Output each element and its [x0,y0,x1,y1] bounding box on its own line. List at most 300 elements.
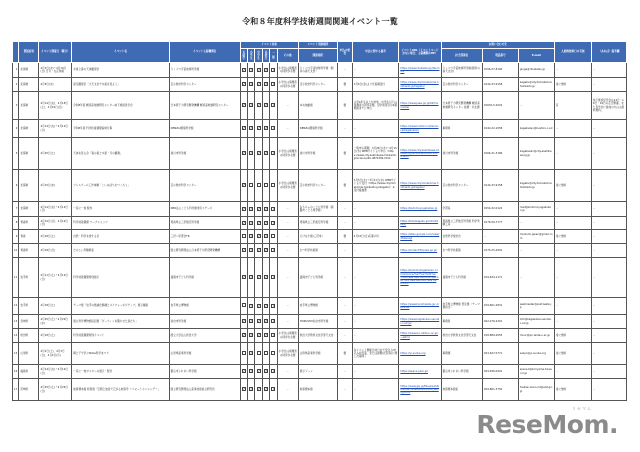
checked-box-icon: ✓ [264,303,268,308]
prefecture-cell: 北海道 [19,138,39,170]
event-url-link[interactable]: https://www.rikubetsu.jp/tenmon/ [399,63,441,78]
checked-box-icon: ✓ [257,369,261,374]
remarks-cell: － [591,63,626,78]
venue-cell: りくべつ宇宙地球科学館（銀河の森天文台） [298,63,337,78]
contact-dept-cell: 秋田大学教育文化学部天文台 [441,329,482,343]
target-checkbox-cell [270,329,277,343]
checked-box-icon: ✓ [250,351,254,356]
checked-box-icon: ✓ [264,248,268,253]
table-row [13,170,627,202]
date-cell: 4月14日(火)～4月19日(日) [39,365,72,379]
target-other-cell: － [277,120,298,138]
target-other-cell: － [277,315,298,329]
target-checkbox-cell [270,202,277,217]
checked-box-icon: ✓ [272,220,276,225]
contact-dept-cell: 郡山市ふれあい科学館 [441,365,482,379]
table-row [13,315,627,329]
contact-tel-cell: 023-647-0771 [482,343,518,365]
date-cell: 4月14日(火)～4月19日(日) [39,120,72,138]
target-checkbox-cell [270,315,277,329]
event-name-cell: 科学技術週間特別展示 [72,258,169,298]
target-other-cell: 小学生は保護者の同伴が必要 [277,63,298,78]
col-apply-note: 申込に関する備考 [352,42,399,63]
table-row [13,230,627,244]
table-row [13,244,627,258]
event-url-link[interactable]: https://kokukagaku.jp/info/10695/ [399,217,441,230]
checked-box-icon: ✓ [250,275,254,280]
apply-note-cell: 3月5日(木)～3月11日(水) WEBサイトより受付（https://www.city.tomakomai.hokkaido.jp/kagaku/）※受付後抽選 [352,170,399,202]
organizer-cell: 旭川市科学館 [169,138,240,170]
event-url-link[interactable]: https://www.jaea.go.jp/04/horonobe/ [399,92,441,120]
table-row [13,329,627,343]
venue-cell: 盛岡市子ども科学館 [298,258,337,298]
target-checkbox-cell [240,298,247,315]
unchecked-box-icon [257,351,261,355]
table-row [13,379,627,401]
apply-note-cell: － [352,315,399,329]
row-number: 14 [13,329,19,343]
checked-box-icon: ✓ [264,220,268,225]
free-admission-cell: － [554,244,591,258]
checked-box-icon: ✓ [272,319,276,324]
contact-email-cell: kagakukan@city.asahikawa.lg.jp [518,138,554,170]
event-name-cell: 親と子で学ぶSDGs科学まつり [72,343,169,365]
checked-box-icon: ✓ [250,248,254,253]
contact-dept-cell: 盛岡市子ども科学館 [441,258,482,298]
target-checkbox-cell [240,315,247,329]
target-checkbox-cell [262,78,269,92]
unchecked-box-icon [257,183,261,187]
apply-required-cell: － [337,202,352,217]
event-name-cell: プレスクール工作体験「こいのぼりをつくろう」 [72,170,169,202]
target-checkbox-cell [247,343,254,365]
event-url-link[interactable]: https://www.ipc.akita-u.ac.jp/~astro/ [399,329,441,343]
checked-box-icon: ✓ [250,319,254,324]
unchecked-box-icon [264,351,268,355]
free-admission-cell: 有 [554,92,591,120]
event-name-cell: 天体を見る会「春の星と木星・月の観測」 [72,138,169,170]
checked-box-icon: ✓ [250,82,254,87]
date-cell: 4月11日(土)～4月19日(日) [39,258,72,298]
organizer-cell: 仙台市科学館 [169,315,240,329]
organizer-cell: 山形県産業科学館 [169,343,240,365]
event-url-link[interactable]: https://kodomoyugakukan.jp [399,202,441,217]
checked-box-icon: ✓ [250,234,254,239]
event-name-cell: 科学技術週間特別イベント [72,329,169,343]
apply-required-cell: 要 [337,343,352,365]
checked-box-icon: ✓ [250,303,254,308]
checked-box-icon: ✓ [264,206,268,211]
remarks-cell: － [591,329,626,343]
date-cell: 4月8日(水) [39,78,72,92]
checked-box-icon: ✓ [257,82,261,87]
checked-box-icon: ✓ [250,151,254,156]
target-checkbox-cell [270,230,277,244]
prefecture-cell: 茨城県 [19,379,39,401]
event-name-cell: 地質標本館 特別展「空間と波長で広がる地質学 ～リモートセンシング～」 [72,379,169,401]
target-checkbox-cell [255,329,262,343]
col-remarks: （あれば）備考欄 [591,42,626,63]
checked-box-icon: ✓ [257,248,261,253]
target-checkbox-cell [255,379,262,401]
apply-note-cell: － [352,217,399,230]
apply-required-cell: － [337,379,352,401]
table-row [13,92,627,120]
col-target-elementary: 小学生 [247,49,254,63]
row-number: 6 [13,170,19,202]
checked-box-icon: ✓ [264,103,268,108]
remarks-cell: － [591,343,626,365]
col-target-high: 高校生 [262,49,269,63]
apply-note-cell: － [352,298,399,315]
checked-box-icon: ✓ [250,103,254,108]
apply-required-cell: 要 [337,78,352,92]
target-checkbox-cell [262,170,269,202]
target-checkbox-cell [247,138,254,170]
contact-tel-cell: 0156-27-8100 [482,63,518,78]
col-event-name: イベント名 [72,42,169,63]
target-checkbox-cell [262,202,269,217]
event-url-link[interactable]: https://www.city.tomakomai.hokkaido.jp/kagaku/ [399,170,441,202]
date-cell: 4月25日(土)～4月26日(日) [39,379,72,401]
contact-email-cell: space-t@koriyama-fureai.or.jp [518,365,554,379]
prefecture-cell: 北海道 [19,202,39,217]
target-checkbox-cell [255,230,262,244]
free-admission-cell: － [554,298,591,315]
target-other-cell: － [277,258,298,298]
apply-note-cell: 各イベント開催日前日まで受付 お申込み状況等、または詳細(状況等)に関し次第終了 [352,343,399,365]
venue-cell: 山形県産業科学館 [298,343,337,365]
target-checkbox-cell [270,63,277,78]
table-row [13,365,627,379]
col-prefecture: 都道府県 [19,42,39,63]
target-checkbox-cell [270,120,277,138]
free-admission-cell: － [554,63,591,78]
contact-tel-cell: 018-889-2655 [482,329,518,343]
target-checkbox-cell [247,170,254,202]
row-number: 5 [13,138,19,170]
free-admission-cell: 常に無料 [554,379,591,401]
contact-tel-cell: 029-861-3750 [482,379,518,401]
checked-box-icon: ✓ [272,67,276,72]
contact-dept-cell: 岩手県立博物館 普及課（テーマ展担当） [441,298,482,315]
checked-box-icon: ✓ [272,333,276,338]
target-checkbox-cell [255,138,262,170]
apply-required-cell: 要 [337,230,352,244]
apply-note-cell: － [352,329,399,343]
target-checkbox-cell [255,170,262,202]
apply-required-cell: 要 [337,92,352,120]
target-checkbox-cell [262,217,269,230]
apply-required-cell: － [337,244,352,258]
row-number: 16 [13,365,19,379]
checked-box-icon: ✓ [264,333,268,338]
checked-box-icon: ✓ [257,206,261,211]
target-checkbox-cell [240,379,247,401]
date-cell: 4月18日(土) [39,298,72,315]
contact-tel-cell: 022-276-2201 [482,315,518,329]
checked-box-icon: ✓ [257,67,261,72]
target-checkbox-cell [255,258,262,298]
target-checkbox-cell [255,63,262,78]
date-cell: 4月25日(土) [39,138,72,170]
free-admission-cell: 常に無料 [554,329,591,343]
event-name-cell: 科学技術週間 ワークショップ [72,217,169,230]
event-url-link[interactable]: https://www.kushiro.net/science/kagakukan/ [399,120,441,138]
contact-email-cell: － [518,244,554,258]
date-cell: 4月18日(土) [39,230,72,244]
target-checkbox-cell [240,92,247,120]
date-cell: 4月15日(水) [39,170,72,202]
contact-dept-cell: 事務局 [441,315,482,329]
checked-box-icon: ✓ [242,319,246,324]
checked-box-icon: ✓ [272,82,276,87]
date-cell: 4月18日(日) [39,244,72,258]
organizer-cell: りくべつ宇宙地球科学館 [169,63,240,78]
event-url-link[interactable]: https://kodomokagakukan.com/science/%e7%a7%91%e5%ad%a6%e6%8a%80%e8%a1%93%e9%80%b1%e9%96%93/ [399,258,441,298]
remarks-cell: － [591,138,626,170]
contact-dept-cell: 苫小牧市科学センター [441,170,482,202]
event-url-link[interactable]: https://sites.google.com/view/35kanagi [399,230,441,244]
target-other-cell: － [277,202,298,217]
organizer-cell: NPO法人こども科学館市民ステージ [169,202,240,217]
table-row [13,343,627,365]
contact-dept-cell: 事務局 [441,120,482,138]
unchecked-box-icon [271,234,275,238]
target-checkbox-cell [247,217,254,230]
target-checkbox-cell [255,202,262,217]
target-checkbox-cell [240,230,247,244]
event-name-cell: テーマ展「岩手の絶滅危惧種とネイチャーポジティブ」展示解説 [72,298,169,315]
checked-box-icon: ✓ [250,369,254,374]
row-number: 17 [13,379,19,401]
event-url-link[interactable]: https://www.city.tomakomai.hokkaido.jp/kagaku/ [399,78,441,92]
target-other-cell: 小学生は保護者の同伴が必要 [277,343,298,365]
row-number: 1 [13,63,19,78]
apply-note-cell: － [352,379,399,401]
contact-email-cell: info@kagakukan.sendai-c.ed.jp [518,315,554,329]
contact-email-cell: kagaku@city.tomakomai.hokkaido.jp [518,170,554,202]
target-checkbox-cell [255,298,262,315]
target-checkbox-cell [240,78,247,92]
organizer-cell: 青森県立三沢航空科学館 [169,217,240,230]
checked-box-icon: ✓ [242,67,246,72]
venue-cell: DENZAI環境科学館 [298,120,337,138]
free-admission-cell: 常に無料 [554,78,591,92]
venue-cell: 青森県立三沢航空科学館 [298,217,337,230]
contact-dept-cell: 学習係 [441,202,482,217]
target-checkbox-cell [240,202,247,217]
target-checkbox-cell [255,92,262,120]
prefecture-cell: 北海道 [19,78,39,92]
remarks-cell: － [591,315,626,329]
target-checkbox-cell [240,63,247,78]
target-checkbox-cell [255,217,262,230]
checked-box-icon: ✓ [257,333,261,338]
event-name-cell: 令和8年度 科学技術週間協賛行事 [72,120,169,138]
target-checkbox-cell [262,258,269,298]
target-checkbox-cell [270,244,277,258]
event-name-cell: 自然・科学を愛する会 [72,230,169,244]
checked-box-icon: ✓ [250,220,254,225]
target-other-cell: － [277,244,298,258]
free-admission-cell: － [554,258,591,298]
target-checkbox-cell [270,138,277,170]
event-name-cell: 星空観望会「大天文台で木星を見よう」 [72,78,169,92]
prefecture-cell: 北海道 [19,170,39,202]
organizer-cell: 郡山市ふれあい科学館 [169,365,240,379]
target-checkbox-cell [262,230,269,244]
target-checkbox-cell [262,329,269,343]
event-table-body [13,63,627,401]
checked-box-icon: ✓ [272,248,276,253]
prefecture-cell: 北海道 [19,92,39,120]
col-target-preschool: 未就学 [240,49,247,63]
contact-dept-cell: 事務課 [441,343,482,365]
target-checkbox-cell [247,92,254,120]
organizer-cell: 苫小牧市科学センター [169,170,240,202]
target-checkbox-cell [270,298,277,315]
free-admission-cell: － [554,365,591,379]
contact-dept-cell: 自然科学愛好会 [441,230,482,244]
prefecture-cell: 青森 [19,230,39,244]
target-checkbox-cell [247,258,254,298]
target-checkbox-cell [262,63,269,78]
apply-required-cell: － [337,258,352,298]
contact-tel-cell: 0176-50-7777 [482,217,518,230]
target-checkbox-cell [262,315,269,329]
contact-email-cell: webmaster@pref.iwate.jp [518,298,554,315]
checked-box-icon: ✓ [272,303,276,308]
target-checkbox-cell [240,120,247,138]
row-number: 15 [13,343,19,365]
apply-note-cell: － [352,202,399,217]
contact-tel-cell: 019-634-1171 [482,258,518,298]
target-checkbox-cell [255,244,262,258]
contact-email-cell: mail@kodomoyugakukan.jp [518,202,554,217]
checked-box-icon: ✓ [257,103,261,108]
prefecture-cell: 北海道 [19,120,39,138]
apply-note-cell: － [352,365,399,379]
col-target-general: 一般 [270,49,277,63]
venue-cell: そけなす館(三沢市) [298,230,337,244]
checked-box-icon: ✓ [264,151,268,156]
venue-cell: 苫小牧市科学センター [298,170,337,202]
apply-required-cell: － [337,298,352,315]
target-checkbox-cell [240,217,247,230]
checked-box-icon: ✓ [242,248,246,253]
prefecture-cell: 宮城県 [19,315,39,329]
contact-email-cell: kagakukan@kushiro-c.ed [518,120,554,138]
prefecture-cell: 秋田県 [19,329,39,343]
table-row [13,258,627,298]
free-admission-cell: － [554,217,591,230]
event-url-link[interactable]: https://yi-sunka.org [399,343,441,365]
prefecture-cell: 青森県 [19,244,39,258]
target-other-cell: 小学生は保護者の同伴が必要 [277,138,298,170]
target-checkbox-cell [270,92,277,120]
table-row [13,298,627,315]
checked-box-icon: ✓ [264,369,268,374]
event-url-link[interactable]: https://www.gsj.jp/Muse/exhibition/archives/2026/2026_spring.html [399,379,441,401]
remarks-cell: 地下施設見学会は14日・18日・19日の定日開催。また見学会に参加の方は入館料無料。 [591,92,626,120]
checked-box-icon: ✓ [242,369,246,374]
unchecked-box-icon [271,351,275,355]
col-email: E-mail [518,49,554,63]
target-checkbox-cell [270,365,277,379]
checked-box-icon: ✓ [257,234,261,239]
event-url-link[interactable]: https://www.kagakukan.sendai-c.ed.jp/ [399,315,441,329]
remarks-cell: － [591,202,626,217]
date-cell: 4月14日(火)、4月18日(土)、4月19日(日) [39,92,72,120]
free-admission-cell: － [554,315,591,329]
col-url: イベントURL（イベントページがない場合、主催機関のHP） [399,42,441,63]
apply-required-cell: － [337,365,352,379]
col-target-other: その他 [277,49,298,63]
target-checkbox-cell [247,120,254,138]
contact-tel-cell: 0175-25-2091 [482,244,518,258]
row-number: 10 [13,244,19,258]
contact-tel-cell: 024-936-0201 [482,365,518,379]
apply-required-cell: － [337,315,352,329]
target-other-cell: 小学生は保護者の同伴が必要 [277,170,298,202]
target-checkbox-cell [247,329,254,343]
checked-box-icon: ✓ [272,206,276,211]
contact-tel-cell: 01632-5-2022 [482,92,518,120]
event-url-link[interactable]: https://www.city.asahikawa.hokkaido.jp/science/20-d872384.html [399,138,441,170]
prefecture-cell: 岩手県 [19,298,39,315]
checked-box-icon: ✓ [272,126,276,131]
target-checkbox-cell [240,244,247,258]
prefecture-cell: 山形県 [19,343,39,365]
contact-dept-cell: 苫小牧市科学センター [441,78,482,92]
event-url-link[interactable]: https://mutsu799.jaea.go.jp/ [399,244,441,258]
contact-email-cell: moizumi.japan@gmail.com [518,230,554,244]
free-admission-cell: － [554,138,591,170]
table-row [13,217,627,230]
event-url-link[interactable]: https://www2.pref.iwate.jp/~hp0910/ [399,298,441,315]
checked-box-icon: ✓ [264,126,268,131]
target-checkbox-cell [247,298,254,315]
contact-dept-cell: 日本原子力研究開発機構 幌延深地層研究センター 総務・共生課 [441,92,482,120]
checked-box-icon: ✓ [257,126,261,131]
organizer-cell: 国立研究開発法人日本原子力研究開発機構 [169,244,240,258]
contact-tel-cell: 019-661-2831 [482,298,518,315]
target-checkbox-cell [270,170,277,202]
checked-box-icon: ✓ [272,275,276,280]
row-number: 13 [13,315,19,329]
unchecked-box-icon [242,234,246,238]
page-title: 令和８年度科学技術週間関連イベント一覧 [242,17,398,26]
contact-tel-cell: 0144-33-9158 [482,170,518,202]
venue-cell: 展示ゾーン [298,365,337,379]
table-row [13,138,627,170]
checked-box-icon: ✓ [257,220,261,225]
target-checkbox-cell [247,202,254,217]
target-checkbox-cell [262,120,269,138]
apply-note-cell: － [352,63,399,78]
apply-required-cell: 要 [337,170,352,202]
remarks-cell: － [591,78,626,92]
event-url-link[interactable]: https://space-park.jp/ [399,365,441,379]
remarks-cell: － [591,230,626,244]
checked-box-icon: ✓ [242,206,246,211]
checked-box-icon: ✓ [257,387,261,392]
remarks-cell: － [591,120,626,138]
checked-box-icon: ✓ [257,303,261,308]
contact-email-cell: fusikan-koen-ml@aist.go.jp [518,379,554,401]
checked-box-icon: ✓ [272,387,276,392]
